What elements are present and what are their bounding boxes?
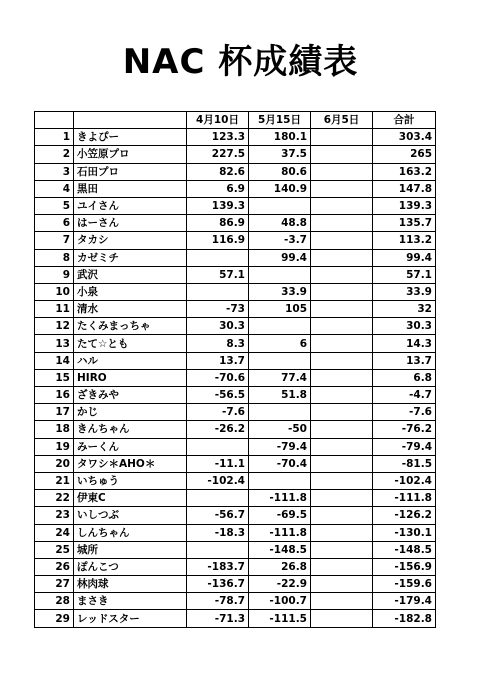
total-cell: -76.2 xyxy=(373,421,436,438)
apr10-cell: 86.9 xyxy=(187,215,249,232)
jun5-cell xyxy=(311,215,373,232)
may15-cell: -50 xyxy=(249,421,311,438)
rank-cell: 20 xyxy=(35,455,74,472)
name-cell: 城所 xyxy=(74,541,187,558)
apr10-cell: -183.7 xyxy=(187,558,249,575)
apr10-cell xyxy=(187,249,249,266)
apr10-cell: 57.1 xyxy=(187,266,249,283)
total-cell: 33.9 xyxy=(373,283,436,300)
table-row xyxy=(35,146,436,163)
rank-cell: 27 xyxy=(35,576,74,593)
jun5-cell xyxy=(311,404,373,421)
rank-cell: 2 xyxy=(35,146,74,163)
may15-cell: -111.8 xyxy=(249,524,311,541)
jun5-cell xyxy=(311,524,373,541)
jun5-cell xyxy=(311,146,373,163)
table-header-row xyxy=(35,112,436,129)
rank-cell: 1 xyxy=(35,129,74,146)
jun5-cell xyxy=(311,541,373,558)
jun5-cell xyxy=(311,266,373,283)
may15-cell: 140.9 xyxy=(249,180,311,197)
may15-cell xyxy=(249,352,311,369)
table-body xyxy=(35,129,436,627)
apr10-cell: 13.7 xyxy=(187,352,249,369)
rank-cell: 11 xyxy=(35,301,74,318)
may15-cell: -148.5 xyxy=(249,541,311,558)
jun5-cell xyxy=(311,318,373,335)
total-cell: -182.8 xyxy=(373,610,436,627)
rank-cell: 26 xyxy=(35,558,74,575)
jun5-cell xyxy=(311,197,373,214)
total-cell: 6.8 xyxy=(373,369,436,386)
table-row xyxy=(35,490,436,507)
jun5-cell xyxy=(311,369,373,386)
rank-cell: 22 xyxy=(35,490,74,507)
rank-cell: 7 xyxy=(35,232,74,249)
name-cell: 黒田 xyxy=(74,180,187,197)
name-cell: 林肉球 xyxy=(74,576,187,593)
may15-cell: 48.8 xyxy=(249,215,311,232)
total-cell: -179.4 xyxy=(373,593,436,610)
total-cell: -159.6 xyxy=(373,576,436,593)
name-cell: ユイさん xyxy=(74,197,187,214)
may15-cell xyxy=(249,266,311,283)
apr10-cell xyxy=(187,541,249,558)
header-total: 合計 xyxy=(373,112,436,129)
table-row xyxy=(35,438,436,455)
name-cell: レッドスター xyxy=(74,610,187,627)
header-jun5: 6月5日 xyxy=(311,112,373,129)
rank-cell: 3 xyxy=(35,163,74,180)
rank-cell: 12 xyxy=(35,318,74,335)
rank-cell: 16 xyxy=(35,387,74,404)
table-row xyxy=(35,352,436,369)
table-row xyxy=(35,472,436,489)
rank-cell: 8 xyxy=(35,249,74,266)
jun5-cell xyxy=(311,593,373,610)
may15-cell: 6 xyxy=(249,335,311,352)
table-row xyxy=(35,249,436,266)
table-row xyxy=(35,335,436,352)
header-rank xyxy=(35,112,74,129)
jun5-cell xyxy=(311,576,373,593)
table-row xyxy=(35,163,436,180)
name-cell: 伊東C xyxy=(74,490,187,507)
may15-cell: -111.5 xyxy=(249,610,311,627)
apr10-cell: -136.7 xyxy=(187,576,249,593)
jun5-cell xyxy=(311,232,373,249)
apr10-cell: -78.7 xyxy=(187,593,249,610)
jun5-cell xyxy=(311,163,373,180)
may15-cell: 26.8 xyxy=(249,558,311,575)
jun5-cell xyxy=(311,455,373,472)
jun5-cell xyxy=(311,558,373,575)
apr10-cell: -70.6 xyxy=(187,369,249,386)
rank-cell: 5 xyxy=(35,197,74,214)
header-may15: 5月15日 xyxy=(249,112,311,129)
total-cell: -7.6 xyxy=(373,404,436,421)
header-name xyxy=(74,112,187,129)
apr10-cell: 123.3 xyxy=(187,129,249,146)
table-row xyxy=(35,455,436,472)
may15-cell: -22.9 xyxy=(249,576,311,593)
total-cell: -126.2 xyxy=(373,507,436,524)
total-cell: 14.3 xyxy=(373,335,436,352)
apr10-cell xyxy=(187,438,249,455)
name-cell: 石田プロ xyxy=(74,163,187,180)
name-cell: HIRO xyxy=(74,369,187,386)
name-cell: かじ xyxy=(74,404,187,421)
may15-cell xyxy=(249,472,311,489)
apr10-cell: -71.3 xyxy=(187,610,249,627)
apr10-cell: -26.2 xyxy=(187,421,249,438)
table-row xyxy=(35,524,436,541)
total-cell: 32 xyxy=(373,301,436,318)
may15-cell: 99.4 xyxy=(249,249,311,266)
apr10-cell: -56.7 xyxy=(187,507,249,524)
jun5-cell xyxy=(311,352,373,369)
may15-cell: 37.5 xyxy=(249,146,311,163)
may15-cell: 51.8 xyxy=(249,387,311,404)
table-row xyxy=(35,576,436,593)
table-row xyxy=(35,610,436,627)
name-cell: いしつぶ xyxy=(74,507,187,524)
total-cell: -148.5 xyxy=(373,541,436,558)
table-row xyxy=(35,541,436,558)
name-cell: 清水 xyxy=(74,301,187,318)
apr10-cell: -18.3 xyxy=(187,524,249,541)
total-cell: 163.2 xyxy=(373,163,436,180)
table-row xyxy=(35,369,436,386)
name-cell: きんちゃん xyxy=(74,421,187,438)
table-row xyxy=(35,387,436,404)
name-cell: 小笠原プロ xyxy=(74,146,187,163)
table-row xyxy=(35,318,436,335)
name-cell: みーくん xyxy=(74,438,187,455)
may15-cell: -70.4 xyxy=(249,455,311,472)
table-row xyxy=(35,129,436,146)
may15-cell: -3.7 xyxy=(249,232,311,249)
name-cell: いちゅう xyxy=(74,472,187,489)
apr10-cell: -73 xyxy=(187,301,249,318)
name-cell: はーさん xyxy=(74,215,187,232)
rank-cell: 10 xyxy=(35,283,74,300)
table-row xyxy=(35,404,436,421)
jun5-cell xyxy=(311,180,373,197)
jun5-cell xyxy=(311,387,373,404)
jun5-cell xyxy=(311,507,373,524)
may15-cell: -100.7 xyxy=(249,593,311,610)
apr10-cell: -11.1 xyxy=(187,455,249,472)
name-cell: タカシ xyxy=(74,232,187,249)
apr10-cell xyxy=(187,283,249,300)
may15-cell: -69.5 xyxy=(249,507,311,524)
total-cell: -4.7 xyxy=(373,387,436,404)
apr10-cell: 8.3 xyxy=(187,335,249,352)
table-row xyxy=(35,180,436,197)
name-cell: ハル xyxy=(74,352,187,369)
total-cell: 147.8 xyxy=(373,180,436,197)
rank-cell: 21 xyxy=(35,472,74,489)
jun5-cell xyxy=(311,129,373,146)
may15-cell xyxy=(249,197,311,214)
rank-cell: 15 xyxy=(35,369,74,386)
rank-cell: 14 xyxy=(35,352,74,369)
total-cell: -111.8 xyxy=(373,490,436,507)
jun5-cell xyxy=(311,490,373,507)
total-cell: -102.4 xyxy=(373,472,436,489)
table-row xyxy=(35,421,436,438)
total-cell: -130.1 xyxy=(373,524,436,541)
rank-cell: 9 xyxy=(35,266,74,283)
apr10-cell: 82.6 xyxy=(187,163,249,180)
total-cell: 30.3 xyxy=(373,318,436,335)
name-cell: 武沢 xyxy=(74,266,187,283)
apr10-cell: 30.3 xyxy=(187,318,249,335)
may15-cell: -111.8 xyxy=(249,490,311,507)
apr10-cell: 116.9 xyxy=(187,232,249,249)
rank-cell: 28 xyxy=(35,593,74,610)
name-cell: たて☆とも xyxy=(74,335,187,352)
name-cell: ぽんこつ xyxy=(74,558,187,575)
page-title: NAC 杯成績表 xyxy=(122,42,359,82)
may15-cell: 105 xyxy=(249,301,311,318)
jun5-cell xyxy=(311,421,373,438)
total-cell: -156.9 xyxy=(373,558,436,575)
may15-cell: 33.9 xyxy=(249,283,311,300)
may15-cell: 180.1 xyxy=(249,129,311,146)
total-cell: 303.4 xyxy=(373,129,436,146)
results-table xyxy=(34,111,436,628)
name-cell: まさき xyxy=(74,593,187,610)
jun5-cell xyxy=(311,610,373,627)
header-apr10: 4月10日 xyxy=(187,112,249,129)
name-cell: ざきみや xyxy=(74,387,187,404)
rank-cell: 25 xyxy=(35,541,74,558)
total-cell: -81.5 xyxy=(373,455,436,472)
apr10-cell: 139.3 xyxy=(187,197,249,214)
total-cell: 113.2 xyxy=(373,232,436,249)
name-cell: きよぴー xyxy=(74,129,187,146)
rank-cell: 19 xyxy=(35,438,74,455)
apr10-cell: 227.5 xyxy=(187,146,249,163)
apr10-cell: 6.9 xyxy=(187,180,249,197)
total-cell: 57.1 xyxy=(373,266,436,283)
name-cell: カゼミチ xyxy=(74,249,187,266)
total-cell: 135.7 xyxy=(373,215,436,232)
table-row xyxy=(35,215,436,232)
table-row xyxy=(35,301,436,318)
apr10-cell: -56.5 xyxy=(187,387,249,404)
rank-cell: 6 xyxy=(35,215,74,232)
total-cell: 265 xyxy=(373,146,436,163)
name-cell: たくみまっちゃ xyxy=(74,318,187,335)
apr10-cell xyxy=(187,490,249,507)
may15-cell: -79.4 xyxy=(249,438,311,455)
rank-cell: 13 xyxy=(35,335,74,352)
name-cell: タワシ＊AHO＊ xyxy=(74,455,187,472)
rank-cell: 29 xyxy=(35,610,74,627)
name-cell: しんちゃん xyxy=(74,524,187,541)
total-cell: 99.4 xyxy=(373,249,436,266)
rank-cell: 4 xyxy=(35,180,74,197)
may15-cell: 77.4 xyxy=(249,369,311,386)
may15-cell xyxy=(249,404,311,421)
apr10-cell: -102.4 xyxy=(187,472,249,489)
rank-cell: 17 xyxy=(35,404,74,421)
rank-cell: 24 xyxy=(35,524,74,541)
total-cell: 139.3 xyxy=(373,197,436,214)
table-row xyxy=(35,593,436,610)
table-row xyxy=(35,266,436,283)
total-cell: 13.7 xyxy=(373,352,436,369)
jun5-cell xyxy=(311,283,373,300)
jun5-cell xyxy=(311,438,373,455)
total-cell: -79.4 xyxy=(373,438,436,455)
table-row xyxy=(35,283,436,300)
jun5-cell xyxy=(311,472,373,489)
table-row xyxy=(35,232,436,249)
table-row xyxy=(35,197,436,214)
table-row xyxy=(35,507,436,524)
name-cell: 小泉 xyxy=(74,283,187,300)
may15-cell: 80.6 xyxy=(249,163,311,180)
apr10-cell: -7.6 xyxy=(187,404,249,421)
rank-cell: 23 xyxy=(35,507,74,524)
jun5-cell xyxy=(311,335,373,352)
jun5-cell xyxy=(311,249,373,266)
table-row xyxy=(35,558,436,575)
may15-cell xyxy=(249,318,311,335)
rank-cell: 18 xyxy=(35,421,74,438)
jun5-cell xyxy=(311,301,373,318)
